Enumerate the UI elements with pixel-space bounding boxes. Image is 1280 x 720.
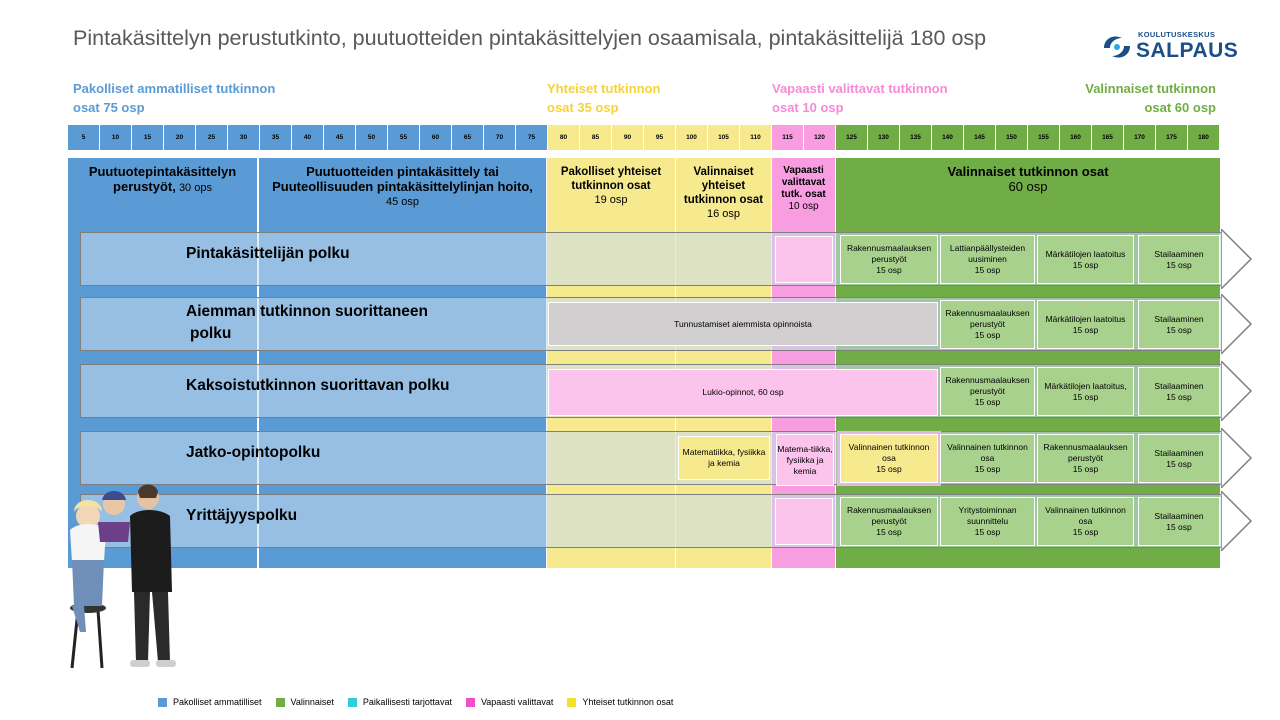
logo-small-text: KOULUTUSKESKUS	[1138, 30, 1216, 39]
ruler-tick: 120	[804, 125, 836, 150]
ruler-tick: 115	[772, 125, 804, 150]
ruler-tick: 60	[420, 125, 452, 150]
salpaus-logo	[1098, 28, 1239, 66]
ruler-tick: 100	[676, 125, 708, 150]
course-box: Valinnainen tutkinnon osa 15 osp	[1037, 497, 1134, 546]
legend-swatch	[348, 698, 357, 707]
course-box: Rakennusmaalauksen perustyöt 15 osp	[940, 300, 1035, 349]
course-box: Stailaaminen 15 osp	[1138, 497, 1220, 546]
legend-item	[268, 697, 334, 707]
course-box: Valinnainen tutkinnon osa 15 osp	[940, 434, 1035, 483]
legend-item	[458, 697, 553, 707]
legend-item	[150, 697, 262, 707]
math-common-box: Matematiikka, fysiikka ja kemia	[678, 436, 770, 480]
course-box: Stailaaminen 15 osp	[1138, 235, 1220, 284]
logo-mark-icon	[1100, 30, 1134, 64]
legend-label: Vapaasti valittavat	[480, 697, 554, 707]
path-label: Aiemman tutkinnon suorittaneen polku	[186, 303, 428, 342]
legend-label: Pakolliset ammatilliset	[173, 697, 262, 707]
column-free-choice: Vapaasti valittavat tutk. osat 10 osp	[772, 158, 835, 568]
course-box: Rakennusmaalauksen perustyöt 15 osp	[840, 497, 938, 546]
legend	[150, 695, 850, 709]
header-mandatory: Pakolliset ammatilliset tutkinnon osat 75 osp	[73, 81, 276, 115]
ruler-tick: 55	[388, 125, 420, 150]
ruler-tick: 75	[516, 125, 548, 150]
ruler-tick: 110	[740, 125, 772, 150]
ruler-tick: 35	[260, 125, 292, 150]
course-box: Märkätilojen laatoitus 15 osp	[1037, 300, 1134, 349]
header-common: Yhteiset tutkinnon osat 35 osp	[547, 81, 661, 115]
course-box: Yritystoiminnan suunnittelu 15 osp	[940, 497, 1035, 546]
column-basic-work: Puutuotepintakäsittelyn perustyöt, 30 ops	[68, 158, 258, 568]
header-optional: Valinnaiset tutkinnon osat 60 osp	[1085, 81, 1216, 115]
header-free: Vapaasti valittavat tutkinnon osat 10 osp	[772, 81, 948, 115]
recognition-box: Tunnustamiset aiemmista opinnoista	[548, 302, 938, 346]
column-common-optional: Valinnaiset yhteiset tutkinnon osat 16 osp	[676, 158, 771, 568]
course-box: Valinnainen tutkinnon osa 15 osp	[840, 434, 938, 483]
legend-label: Yhteiset tutkinnon osat	[582, 697, 674, 707]
path-arrow-icon	[1221, 294, 1253, 354]
course-box: Märkätilojen laatoitus 15 osp	[1037, 235, 1134, 284]
ruler-tick: 65	[452, 125, 484, 150]
course-box: Lattianpäällysteiden uusiminen 15 osp	[940, 235, 1035, 284]
ruler-tick: 25	[196, 125, 228, 150]
ruler-tick: 125	[836, 125, 868, 150]
ruler-tick: 80	[548, 125, 580, 150]
course-box: Stailaaminen 15 osp	[1138, 434, 1220, 483]
ruler-tick: 180	[1188, 125, 1220, 150]
ruler-tick: 130	[868, 125, 900, 150]
ruler-tick: 90	[612, 125, 644, 150]
ruler-tick: 165	[1092, 125, 1124, 150]
credit-ruler	[68, 125, 1220, 150]
ruler-tick: 105	[708, 125, 740, 150]
ruler-tick: 150	[996, 125, 1028, 150]
ruler-tick: 5	[68, 125, 100, 150]
lukio-box: Lukio-opinnot, 60 osp	[548, 369, 938, 416]
legend-label: Valinnaiset	[290, 697, 334, 707]
ruler-tick: 10	[100, 125, 132, 150]
ruler-tick: 135	[900, 125, 932, 150]
ruler-tick: 15	[132, 125, 164, 150]
legend-swatch	[567, 698, 576, 707]
course-box: Stailaaminen 15 osp	[1138, 300, 1220, 349]
legend-item	[340, 697, 452, 707]
logo-big-text: SALPAUS	[1136, 39, 1239, 62]
course-box: Rakennusmaalauksen perustyöt 15 osp	[840, 235, 938, 284]
course-box: Märkätilojen laatoitus, 15 osp	[1037, 367, 1134, 416]
legend-swatch	[276, 698, 285, 707]
ruler-tick: 160	[1060, 125, 1092, 150]
students-illustration	[58, 482, 186, 676]
ruler-tick: 45	[324, 125, 356, 150]
path-arrow-icon	[1221, 491, 1253, 551]
legend-item	[559, 697, 673, 707]
column-surface-treatment: Puutuotteiden pintakäsittely tai Puuteollisuuden pintakäsittelylinjan hoito, 45 osp	[259, 158, 546, 568]
course-box: Rakennusmaalauksen perustyöt 15 osp	[1037, 434, 1134, 483]
free-choice-slot	[775, 236, 833, 283]
course-box: Stailaaminen 15 osp	[1138, 367, 1220, 416]
path-label: Yrittäjyyspolku	[186, 507, 298, 524]
legend-swatch	[158, 698, 167, 707]
legend-label: Paikallisesti tarjottavat	[362, 697, 452, 707]
ruler-tick: 155	[1028, 125, 1060, 150]
ruler-tick: 95	[644, 125, 676, 150]
path-arrow-icon	[1221, 229, 1253, 289]
column-common-mandatory: Pakolliset yhteiset tutkinnon osat 19 osp	[547, 158, 675, 568]
ruler-tick: 40	[292, 125, 324, 150]
path-arrow-icon	[1221, 361, 1253, 421]
ruler-tick: 145	[964, 125, 996, 150]
path-arrow-icon	[1221, 428, 1253, 488]
legend-swatch	[466, 698, 475, 707]
ruler-tick: 20	[164, 125, 196, 150]
ruler-tick: 70	[484, 125, 516, 150]
ruler-tick: 140	[932, 125, 964, 150]
path-label: Kaksoistutkinnon suorittavan polku	[186, 377, 450, 394]
ruler-tick: 85	[580, 125, 612, 150]
ruler-tick: 175	[1156, 125, 1188, 150]
path-label: Pintakäsittelijän polku	[186, 245, 350, 262]
ruler-tick: 30	[228, 125, 260, 150]
page-title: Pintakäsittelyn perustutkinto, puutuotteiden pintakäsittelyjen osaamisala, pintakäsittelijä 180 osp	[73, 26, 987, 50]
column-optional: Valinnaiset tutkinnon osat 60 osp	[836, 158, 1220, 568]
ruler-tick: 50	[356, 125, 388, 150]
free-choice-slot	[775, 498, 833, 545]
ruler-tick: 170	[1124, 125, 1156, 150]
course-box: Rakennusmaalauksen perustyöt 15 osp	[940, 367, 1035, 416]
math-free-box: Matema-tiikka, fysiikka ja kemia	[776, 434, 834, 486]
path-label: Jatko-opintopolku	[186, 444, 321, 461]
